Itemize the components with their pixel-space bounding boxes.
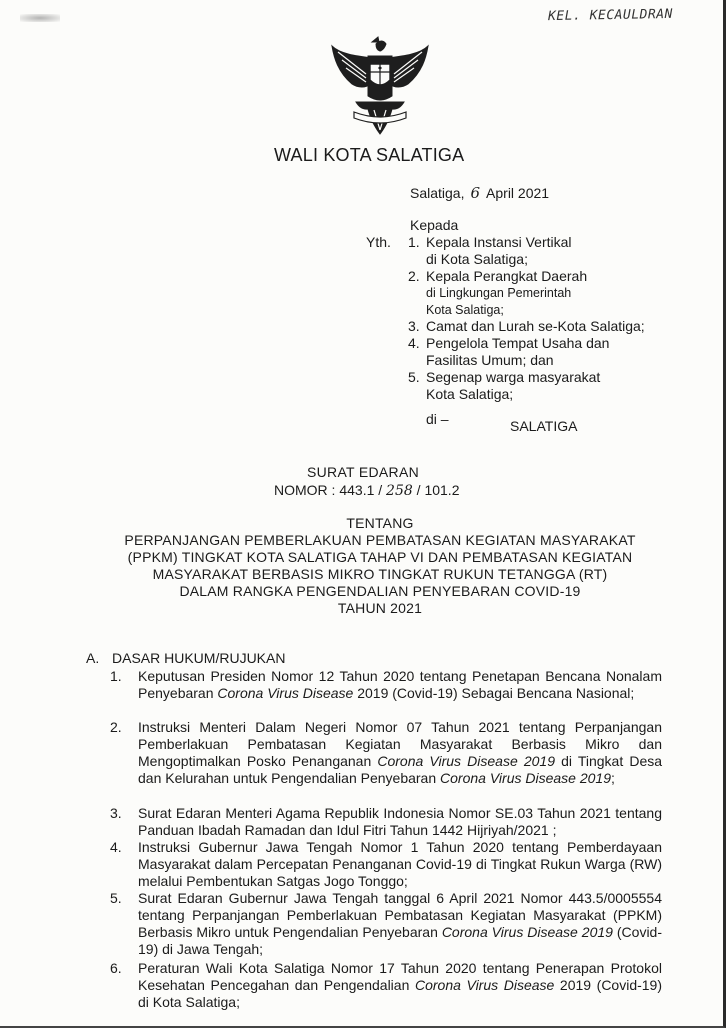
date-month-year: April 2021 <box>486 185 550 201</box>
subject-line: PERPANJANGAN PEMBERLAKUAN PEMBATASAN KEGIATAN MASYARAKAT <box>124 532 636 548</box>
subject-line: MASYARAKAT BERBASIS MIKRO TINGKAT RUKUN TETANGGA (RT) <box>152 566 608 582</box>
issuer-title: WALI KOTA SALATIGA <box>274 145 465 165</box>
legal-basis-item: 6. Peraturan Wali Kota Salatiga Nomor 17 Tahun 2020 tentang Penerapan Protokol Kesehatan Pencegahan dan Pengendalian Corona Virus Disease 2019 (Covid-19) di Kota Salatiga; <box>110 960 663 1010</box>
legal-basis-item: 2. Instruksi Menteri Dalam Negeri Nomor 07 Tahun 2021 tentang Perpanjangan Pemberlakuan Pembatasan Kegiatan Masyarakat Berbasis Mikro dan Mengoptimalkan Posko Penanganan Corona Virus Disease 2019 di Tingkat Desa dan Kelurahan untuk Pengendalian Penyebaran Corona Virus Disease 2019; <box>110 719 663 786</box>
circular-title: SURAT EDARAN <box>307 464 419 480</box>
recipient-item: 4. Pengelola Tempat Usaha dan Fasilitas Umum; dan <box>408 335 610 368</box>
garuda-emblem-icon <box>326 36 434 140</box>
subject-line: (PPKM) TINGKAT KOTA SALATIGA TAHAP VI DAN PEMBATASAN KEGIATAN <box>127 549 633 565</box>
legal-basis-item: 5. Surat Edaran Gubernur Jawa Tengah tanggal 6 April 2021 Nomor 443.5/0005554 tentang Perpanjangan Pemberlakuan Pembatasan Kegiatan Masyarakat (PPKM) Berbasis Mikro untuk Pengendalian Penyebaran Corona Virus Disease 2019 (Covid-19) di Jawa Tengah; <box>110 890 662 957</box>
yth-label: Yth. <box>366 234 391 250</box>
date-day: 6 <box>470 184 481 202</box>
scan-smudge <box>20 14 60 22</box>
recipient-item: 5. Segenap warga masyarakat Kota Salatiga; <box>408 369 601 402</box>
subject-block <box>100 515 660 617</box>
recipient-item: 3. Camat dan Lurah se-Kota Salatiga; <box>408 318 645 334</box>
handwritten-note: KEL. KECAULDRAN <box>547 6 674 25</box>
legal-basis-item: 1. Keputusan Presiden Nomor 12 Tahun 2020 tentang Penetapan Bencana Nonalam Penyebaran Corona Virus Disease 2019 (Covid-19) Sebagai Bencana Nasional; <box>110 668 662 701</box>
subject-heading: TENTANG <box>346 515 414 531</box>
subject-line: TAHUN 2021 <box>337 600 423 616</box>
recipient-item: 2. Kepala Perangkat Daerah di Lingkungan Pemerintah Kota Salatiga; <box>408 268 588 317</box>
date-city: Salatiga, <box>410 185 465 201</box>
subject-line: DALAM RANGKA PENGENDALIAN PENYEBARAN COVID-19 <box>179 583 581 599</box>
section-heading: A. DASAR HUKUM/RUJUKAN <box>86 650 286 666</box>
legal-basis-item: 3. Surat Edaran Menteri Agama Republik Indonesia Nomor SE.03 Tahun 2021 tentang Panduan Ibadah Ramadan dan Idul Fitri Tahun 1442 Hijriyah/2021 ; <box>110 805 662 838</box>
circular-number: NOMOR : 443.1 / 258 / 101.2 <box>274 482 460 499</box>
legal-basis-item: 4. Instruksi Gubernur Jawa Tengah Nomor 1 Tahun 2020 tentang Pemberdayaan Masyarakat dalam Percepatan Penanganan Covid-19 di Tingkat Rukun Warga (RW) melalui Pembentukan Satgas Jogo Tonggo; <box>110 839 662 889</box>
destination-city: SALATIGA <box>510 418 578 434</box>
handwritten-number: 258 <box>386 483 413 499</box>
place-date <box>410 184 549 202</box>
kepada-label: Kepada <box>410 217 459 233</box>
di-label: di – <box>426 411 449 427</box>
recipient-item: 1. Kepala Instansi Vertikal di Kota Salatiga; <box>408 234 572 267</box>
